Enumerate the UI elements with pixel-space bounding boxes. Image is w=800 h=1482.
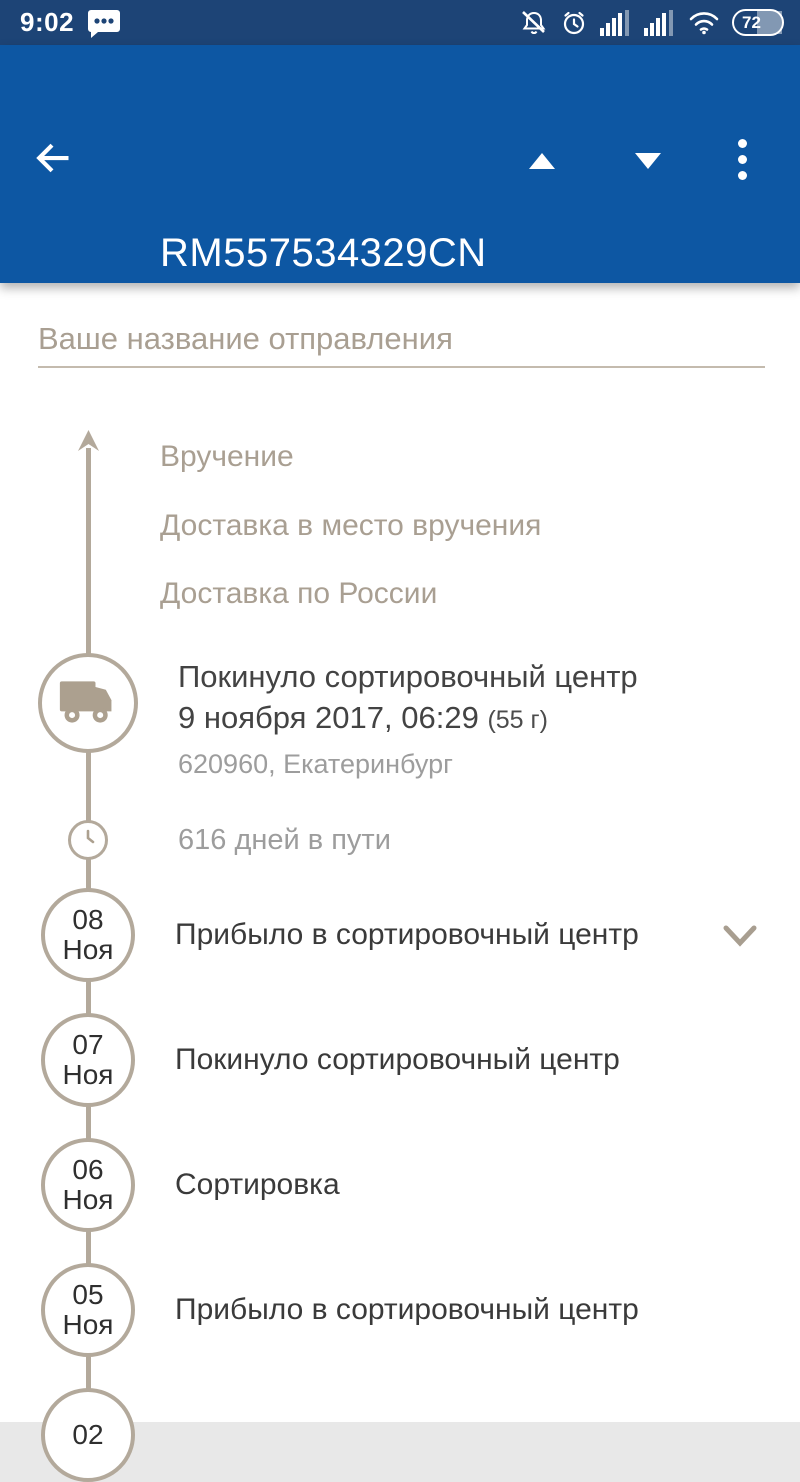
next-shipment-button[interactable]: [622, 135, 674, 187]
event-month: Ноя: [62, 1184, 114, 1215]
event-title: Сортировка: [175, 1168, 340, 1201]
current-event-marker: [38, 653, 138, 753]
event-title: Прибыло в сортировочный центр: [175, 918, 639, 951]
status-bar-right: [520, 9, 784, 37]
event-row-08-nov[interactable]: [0, 888, 800, 982]
clock-icon: [75, 825, 101, 856]
event-row-05-nov[interactable]: [0, 1263, 800, 1357]
current-event-age: (55 г): [487, 706, 548, 734]
event-day: 06: [72, 1154, 104, 1185]
current-event-title: Покинуло сортировочный центр: [178, 659, 638, 694]
event-day: 05: [72, 1279, 104, 1310]
current-event-details: [178, 656, 638, 781]
event-date-marker: [41, 1138, 135, 1232]
sms-message-icon: [88, 8, 120, 38]
tracking-number-title: RM557534329CN: [160, 231, 487, 275]
cellular-signal-sim1-icon: [600, 10, 632, 36]
event-row-02-partial[interactable]: [0, 1388, 800, 1482]
future-stage-to-delivery-point: Доставка в место вручения: [160, 509, 542, 542]
transit-marker: [68, 820, 108, 860]
bell-muted-icon: [520, 9, 548, 37]
future-stage-russia-delivery: Доставка по России: [160, 577, 438, 610]
chevron-down-icon: [722, 936, 758, 951]
event-month: Ноя: [62, 1059, 114, 1090]
clock-time: 9:02: [20, 7, 75, 37]
app-bar: [0, 45, 800, 283]
triangle-down-icon: [635, 153, 661, 169]
event-date-marker: [41, 1013, 135, 1107]
event-date-marker: [41, 1388, 135, 1482]
cellular-signal-sim2-icon: [644, 10, 676, 36]
event-date-marker: [41, 1263, 135, 1357]
event-day: 07: [72, 1029, 104, 1060]
current-event-location: 620960, Екатеринбург: [178, 749, 453, 779]
event-date-marker: [41, 888, 135, 982]
event-day: 08: [72, 904, 104, 935]
overflow-menu-button[interactable]: [716, 133, 768, 185]
transit-duration: 616 дней в пути: [178, 824, 391, 856]
event-title: Прибыло в сортировочный центр: [175, 1293, 639, 1326]
status-bar-left: [20, 7, 120, 38]
future-stage-delivery: Вручение: [160, 440, 294, 473]
expand-event-button[interactable]: [722, 924, 758, 951]
delivery-truck-icon: [58, 677, 118, 730]
event-title: Покинуло сортировочный центр: [175, 1043, 620, 1076]
event-month: Ноя: [62, 1309, 114, 1340]
battery-icon: [732, 9, 784, 36]
status-bar: [0, 0, 800, 45]
kebab-menu-icon: [738, 139, 747, 180]
arrow-left-icon: [30, 136, 74, 183]
previous-shipment-button[interactable]: [516, 135, 568, 187]
event-day: 02: [72, 1419, 104, 1450]
wifi-icon: [688, 10, 720, 36]
triangle-up-icon: [529, 153, 555, 169]
current-event-datetime: 9 ноября 2017, 06:29 (55 г): [178, 700, 548, 735]
event-row-06-nov[interactable]: [0, 1138, 800, 1232]
timeline-arrow-up-icon: [77, 430, 100, 457]
alarm-clock-icon: [560, 9, 588, 37]
battery-percent: 72: [742, 13, 761, 32]
event-row-07-nov[interactable]: [0, 1013, 800, 1107]
back-button[interactable]: [26, 133, 78, 185]
shipment-name-input[interactable]: [38, 312, 765, 368]
event-month: Ноя: [62, 934, 114, 965]
